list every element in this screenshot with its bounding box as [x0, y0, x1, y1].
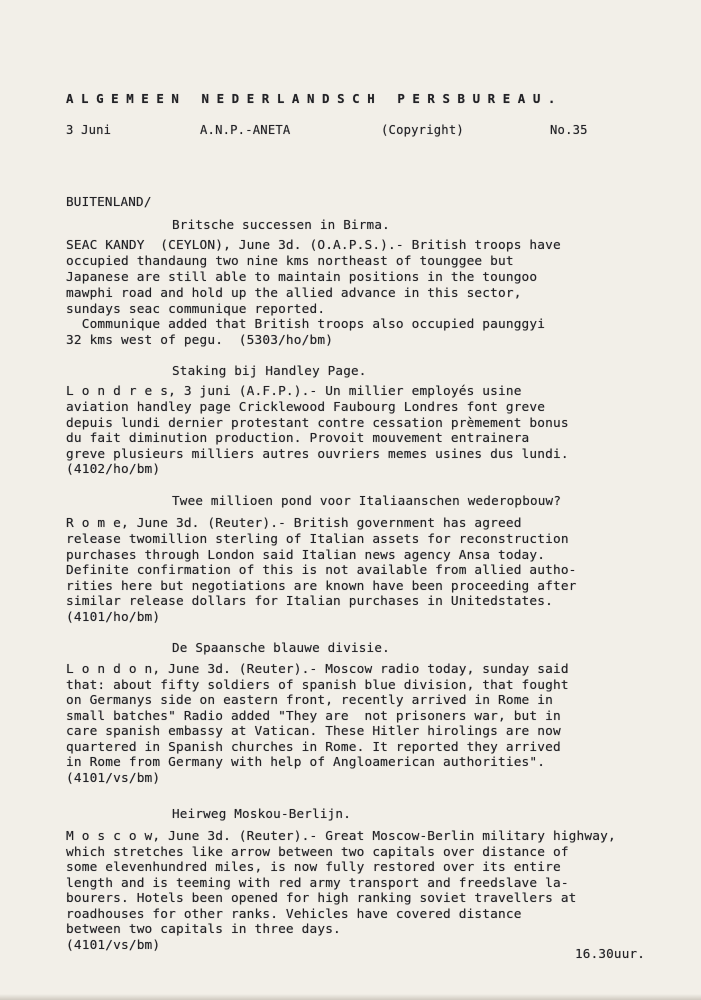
article-line: purchases through London said Italian news agency Ansa today.: [66, 548, 546, 563]
article-headline: Heirweg Moskou-Berlijn.: [172, 806, 351, 821]
article-line: small batches" Radio added "They are not prisoners war, but in: [66, 709, 561, 724]
article-line: that: about fifty soldiers of spanish blue division, that fought: [66, 678, 569, 693]
article-line: care spanish embassy at Vatican. These Hitler hirolings are now: [66, 724, 561, 739]
article-line: depuis lundi dernier protestant contre cessation prèmement bonus: [66, 416, 569, 431]
article-headline: Staking bij Handley Page.: [172, 363, 367, 378]
copyright-notice: (Copyright): [381, 123, 464, 137]
article-line: (4102/ho/bm): [66, 462, 161, 477]
article-line: similar release dollars for Italian purchases in Unitedstates.: [66, 594, 553, 609]
section-label: BUITENLAND/: [66, 194, 152, 209]
article-line: (4101/ho/bm): [66, 610, 161, 625]
article-headline: Twee millioen pond voor Italiaanschen wederopbouw?: [172, 493, 562, 508]
article-line: (4101/vs/bm): [66, 771, 161, 786]
article-line: 32 kms west of pegu. (5303/ho/bm): [66, 333, 334, 348]
article-line: L o n d r e s, 3 juni (A.F.P.).- Un millier employés usine: [66, 384, 522, 399]
article-line: (4101/vs/bm): [66, 938, 161, 953]
article-line: SEAC KANDY (CEYLON), June 3d. (O.A.P.S.).- British troops have: [66, 238, 561, 253]
article-line: R o m e, June 3d. (Reuter).- British government has agreed: [66, 516, 522, 531]
article-headline: Britsche successen in Birma.: [172, 217, 390, 232]
article-line: sundays seac communique reported.: [66, 302, 326, 317]
article-line: du fait diminution production. Provoit mouvement entrainera: [66, 431, 530, 446]
bulletin-number: No.35: [550, 123, 588, 137]
article-line: rities here but negotiations are known have been proceeding after: [66, 579, 577, 594]
footer-time: 16.30uur.: [575, 946, 646, 961]
article-line: some elevenhundred miles, is now fully restored over its entire: [66, 860, 561, 875]
article-line: length and is teeming with red army transport and freedslave la-: [66, 876, 569, 891]
article-line: between two capitals in three days.: [66, 922, 341, 937]
article-line: release twomillion sterling of Italian assets for reconstruction: [66, 532, 569, 547]
article-line: Definite confirmation of this is not available from allied autho-: [66, 563, 577, 578]
article-line: bourers. Hotels been opened for high ranking soviet travellers at: [66, 891, 577, 906]
article-line: Communique added that British troops also occupied paunggyi: [66, 317, 546, 332]
agency-name: A.N.P.-ANETA: [200, 123, 291, 137]
article-line: which stretches like arrow between two capitals over distance of: [66, 845, 569, 860]
article-line: occupied thandaung two nine kms northeast of tounggee but: [66, 254, 514, 269]
article-line: quartered in Spanish churches in Rome. It reported they arrived: [66, 740, 561, 755]
article-line: greve plusieurs milliers autres ouvriers memes usines dus lundi.: [66, 447, 569, 462]
article-headline: De Spaansche blauwe divisie.: [172, 640, 390, 655]
article-line: roadhouses for other ranks. Vehicles have covered distance: [66, 907, 522, 922]
article-line: aviation handley page Cricklewood Faubourg Londres font greve: [66, 400, 546, 415]
article-line: in Rome from Germany with help of Angloamerican authorities".: [66, 755, 546, 770]
article-line: mawphi road and hold up the allied advance in this sector,: [66, 286, 522, 301]
bureau-title: ALGEMEEN NEDERLANDSCH PERSBUREAU.: [66, 91, 563, 106]
article-line: M o s c o w, June 3d. (Reuter).- Great Moscow-Berlin military highway,: [66, 829, 616, 844]
article-line: Japanese are still able to maintain positions in the toungoo: [66, 270, 538, 285]
article-line: L o n d o n, June 3d. (Reuter).- Moscow radio today, sunday said: [66, 662, 569, 677]
page-edge: [0, 994, 701, 1000]
article-line: on Germanys side on eastern front, recently arrived in Rome in: [66, 693, 553, 708]
bulletin-date: 3 Juni: [66, 123, 112, 137]
